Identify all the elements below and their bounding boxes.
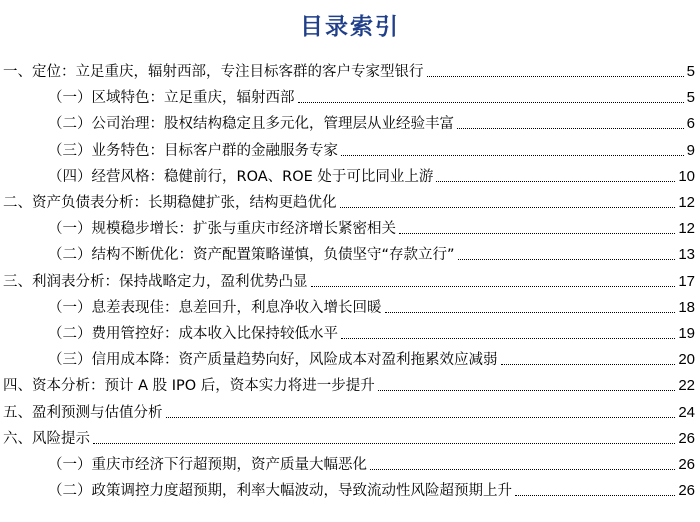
toc-entry-page-number: 26 xyxy=(678,456,695,473)
toc-entry[interactable] xyxy=(48,213,695,239)
toc-entry-title: 五、盈利预测与估值分析 xyxy=(3,404,163,421)
toc-entry-page-number: 26 xyxy=(678,429,695,447)
toc-dot-leader xyxy=(341,154,684,156)
toc-entry-page-number: 13 xyxy=(678,246,695,264)
toc-entry-page-number: 6 xyxy=(686,115,695,133)
toc-entry[interactable] xyxy=(48,475,695,501)
toc-entry-page-number: 22 xyxy=(678,377,695,395)
toc-entry-title: 二、资产负债表分析：长期稳健扩张，结构更趋优化 xyxy=(3,195,337,211)
page-title: 目录索引 xyxy=(300,14,400,40)
toc-dot-leader xyxy=(427,75,684,77)
toc-entry[interactable] xyxy=(48,344,695,370)
toc-entry[interactable] xyxy=(48,449,695,475)
toc-entry-page-number: 20 xyxy=(678,351,695,369)
toc-entry-title: （二）结构不断优化：资产配置策略谨慎，负债坚守“存款立行” xyxy=(48,247,455,264)
toc-dot-leader xyxy=(458,258,676,260)
toc-dot-leader xyxy=(298,101,684,103)
toc-entry-page-number: 19 xyxy=(678,325,695,342)
toc-entry[interactable] xyxy=(3,423,695,449)
toc-entry[interactable] xyxy=(3,56,695,82)
toc-entry-title: 六、风险提示 xyxy=(3,430,90,447)
toc-entry-title: （一）息差表现佳：息差回升，利息净收入增长回暖 xyxy=(48,299,382,316)
toc-entry-page-number: 12 xyxy=(678,194,695,211)
toc-entry-title: 三、利润表分析：保持战略定力，盈利优势凸显 xyxy=(3,273,308,290)
toc-entry[interactable] xyxy=(48,239,695,265)
toc-entry[interactable] xyxy=(3,370,695,396)
toc-entry[interactable] xyxy=(3,397,695,423)
toc-dot-leader xyxy=(399,232,675,234)
toc-entry[interactable] xyxy=(48,108,695,134)
toc-entry-title: （四）经营风格：稳健前行，ROA、ROE 处于可比同业上游 xyxy=(48,168,434,185)
toc-dot-leader xyxy=(93,442,675,444)
toc-entry-title: （一）规模稳步增长：扩张与重庆市经济增长紧密相关 xyxy=(48,221,396,238)
toc-entry-page-number: 17 xyxy=(678,272,695,290)
toc-entry-page-number: 26 xyxy=(678,482,695,500)
toc-dot-leader xyxy=(378,389,676,391)
toc-entry-page-number: 12 xyxy=(678,220,695,238)
toc-entry-title: （一）区域特色：立足重庆，辐射西部 xyxy=(48,90,295,107)
toc-dot-leader xyxy=(436,180,675,182)
toc-entry[interactable] xyxy=(3,187,695,213)
toc-entry-title: （二）费用管控好：成本收入比保持较低水平 xyxy=(48,326,338,342)
toc-entry-page-number: 10 xyxy=(678,167,695,185)
toc-entry-title: （二）公司治理：股权结构稳定且多元化，管理层从业经验丰富 xyxy=(48,116,454,133)
toc-dot-leader xyxy=(370,468,675,470)
toc-dot-leader xyxy=(166,416,676,418)
toc-entry-title: （一）重庆市经济下行超预期，资产质量大幅恶化 xyxy=(48,457,367,473)
toc-entry[interactable] xyxy=(3,266,695,292)
toc-entry-title: （三）信用成本降：资产质量趋势向好，风险成本对盈利拖累效应减弱 xyxy=(48,352,498,369)
toc-entry[interactable] xyxy=(48,292,695,318)
toc-dot-leader xyxy=(341,337,675,339)
toc-entry[interactable] xyxy=(48,161,695,187)
toc-entry-page-number: 24 xyxy=(678,403,695,421)
toc-entry[interactable] xyxy=(48,135,695,161)
toc-dot-leader xyxy=(385,311,676,313)
toc-entry-title: （三）业务特色：目标客户群的金融服务专家 xyxy=(48,142,338,159)
toc-entry-page-number: 18 xyxy=(678,298,695,316)
toc-dot-leader xyxy=(501,363,676,365)
toc-dot-leader xyxy=(457,127,684,129)
toc-entry[interactable] xyxy=(48,318,695,344)
toc-entry[interactable] xyxy=(48,82,695,108)
toc-entry-title: 四、资本分析：预计 A 股 IPO 后，资本实力将进一步提升 xyxy=(3,378,375,395)
toc-entry-page-number: 5 xyxy=(686,89,695,107)
toc-entry-page-number: 9 xyxy=(686,141,695,159)
toc-dot-leader xyxy=(515,494,675,496)
toc-entry-title: （二）政策调控力度超预期，利率大幅波动，导致流动性风险超预期上升 xyxy=(48,483,512,500)
toc-dot-leader xyxy=(311,285,676,287)
toc-entry-title: 一、定位：立足重庆，辐射西部，专注目标客群的客户专家型银行 xyxy=(3,64,424,80)
toc-entry-page-number: 5 xyxy=(686,63,695,80)
toc-dot-leader xyxy=(340,206,676,208)
